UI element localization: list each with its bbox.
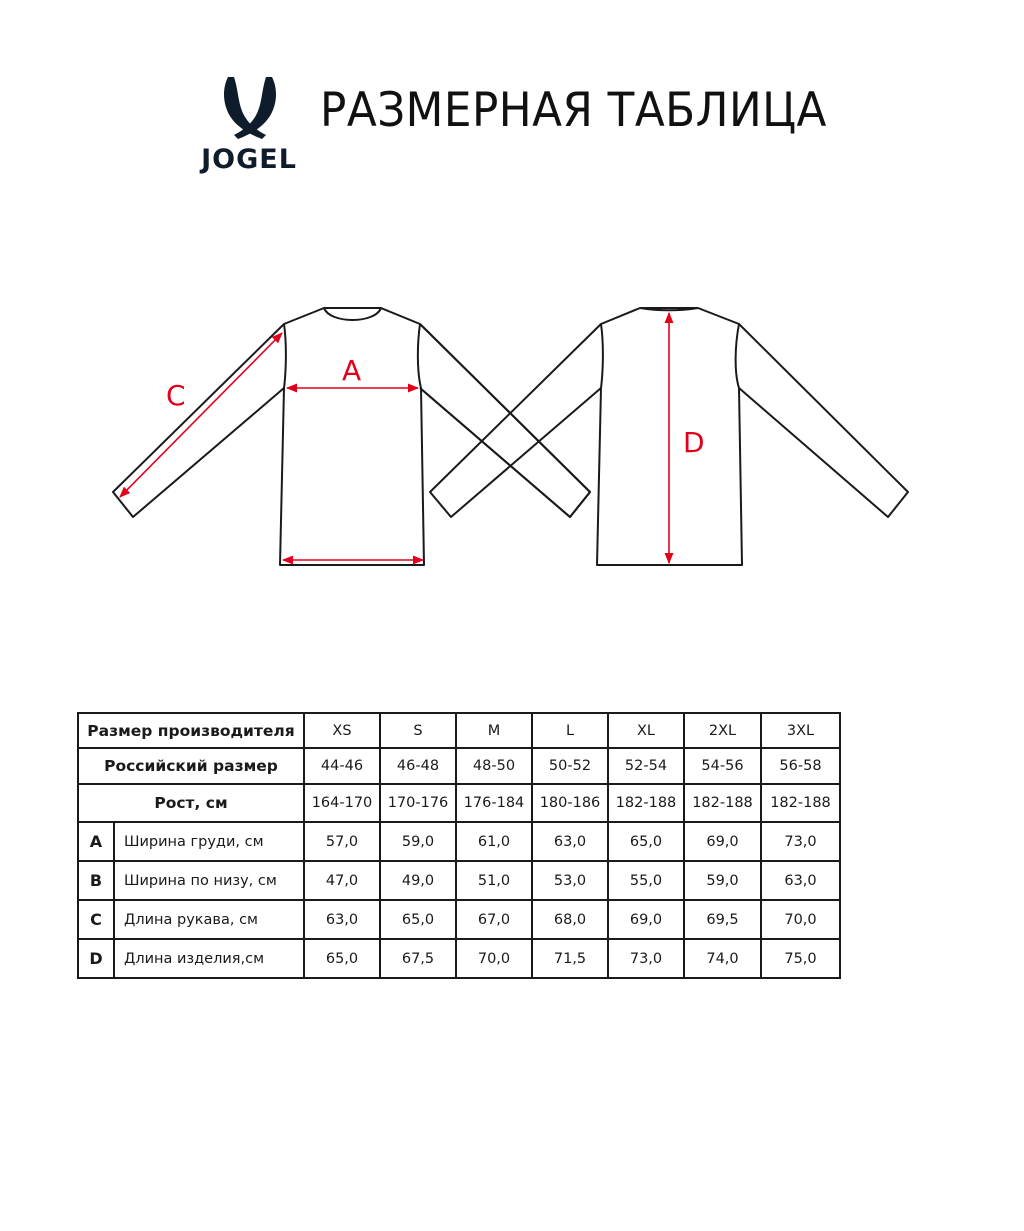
table-row-chest-width — [78, 822, 840, 861]
table-cell: 46-48 — [380, 748, 456, 784]
table-cell: 44-46 — [304, 748, 380, 784]
row-label: Российский размер — [78, 748, 304, 784]
size-cell: S — [380, 713, 456, 748]
measure-label: Ширина груди, см — [114, 822, 304, 861]
table-cell: 67,5 — [380, 939, 456, 978]
front-view-sketch — [113, 308, 590, 565]
table-cell: 73,0 — [608, 939, 684, 978]
size-cell: 2XL — [684, 713, 761, 748]
table-cell: 182-188 — [761, 784, 840, 822]
table-cell: 69,0 — [608, 900, 684, 939]
measure-letter: D — [78, 939, 114, 978]
jogel-emblem-icon — [190, 75, 308, 141]
table-cell: 65,0 — [304, 939, 380, 978]
row-label: Размер производителя — [78, 713, 304, 748]
table-row-garment-length — [78, 939, 840, 978]
size-cell: M — [456, 713, 532, 748]
table-cell: 75,0 — [761, 939, 840, 978]
garment-diagram — [0, 290, 1024, 590]
measure-letter: B — [78, 861, 114, 900]
back-view-sketch — [420, 308, 908, 565]
size-cell: 3XL — [761, 713, 840, 748]
measure-label-d: D — [683, 426, 705, 459]
table-cell: 54-56 — [684, 748, 761, 784]
measure-label: Длина изделия,см — [114, 939, 304, 978]
table-row-manufacturer-size — [78, 713, 840, 748]
table-cell: 70,0 — [761, 900, 840, 939]
table-cell: 63,0 — [532, 822, 608, 861]
measure-label-a: A — [342, 354, 362, 387]
table-cell: 164-170 — [304, 784, 380, 822]
table-cell: 65,0 — [380, 900, 456, 939]
jogel-logo — [190, 75, 310, 175]
table-cell: 51,0 — [456, 861, 532, 900]
table-cell: 176-184 — [456, 784, 532, 822]
table-cell: 63,0 — [304, 900, 380, 939]
table-cell: 53,0 — [532, 861, 608, 900]
table-cell: 52-54 — [608, 748, 684, 784]
table-cell: 50-52 — [532, 748, 608, 784]
table-cell: 59,0 — [380, 822, 456, 861]
table-cell: 48-50 — [456, 748, 532, 784]
table-cell: 182-188 — [608, 784, 684, 822]
size-cell: XS — [304, 713, 380, 748]
table-row-hem-width — [78, 861, 840, 900]
measure-label: Ширина по низу, см — [114, 861, 304, 900]
size-cell: XL — [608, 713, 684, 748]
size-table — [77, 712, 841, 979]
table-cell: 57,0 — [304, 822, 380, 861]
table-cell: 63,0 — [761, 861, 840, 900]
page-title: РАЗМЕРНАЯ ТАБЛИЦА — [320, 83, 827, 138]
brand-wordmark: JOGEL — [201, 144, 297, 175]
table-cell: 55,0 — [608, 861, 684, 900]
measure-letter: C — [78, 900, 114, 939]
table-cell: 56-58 — [761, 748, 840, 784]
table-cell: 180-186 — [532, 784, 608, 822]
table-cell: 61,0 — [456, 822, 532, 861]
table-row-height — [78, 784, 840, 822]
table-cell: 170-176 — [380, 784, 456, 822]
table-cell: 69,0 — [684, 822, 761, 861]
table-cell: 47,0 — [304, 861, 380, 900]
table-row-sleeve-length — [78, 900, 840, 939]
table-cell: 73,0 — [761, 822, 840, 861]
table-cell: 65,0 — [608, 822, 684, 861]
measure-letter: A — [78, 822, 114, 861]
measure-label: Длина рукава, см — [114, 900, 304, 939]
table-cell: 68,0 — [532, 900, 608, 939]
table-cell: 70,0 — [456, 939, 532, 978]
table-cell: 67,0 — [456, 900, 532, 939]
table-cell: 49,0 — [380, 861, 456, 900]
measure-label-c: C — [166, 379, 186, 412]
size-cell: L — [532, 713, 608, 748]
table-row-russian-size — [78, 748, 840, 784]
table-cell: 74,0 — [684, 939, 761, 978]
row-label: Рост, см — [78, 784, 304, 822]
table-cell: 71,5 — [532, 939, 608, 978]
table-cell: 182-188 — [684, 784, 761, 822]
table-cell: 59,0 — [684, 861, 761, 900]
table-cell: 69,5 — [684, 900, 761, 939]
